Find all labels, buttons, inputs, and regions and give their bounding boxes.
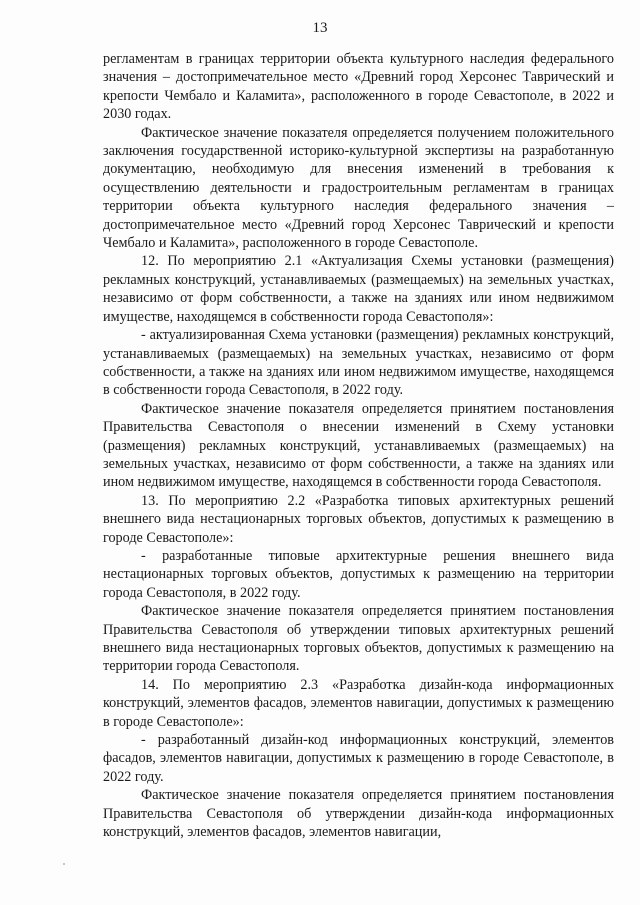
paragraph-item-12-indicator: Фактическое значение показателя определяется принятием постановления Правительства Севастополя о внесении изменений в Схему установки (размещения) рекламных конструкций, устанавливаемых (размещаемых) на земельных участках, независимо от форм собственности, а также на зданиях или ином недвижимом имуществе, находящемся в собственности города Севастополя. — [103, 400, 614, 491]
scan-mark — [63, 863, 65, 865]
paragraph-indicator-expertise: Фактическое значение показателя определяется получением положительного заключения государственной историко-культурной экспертизы на разработанную документацию, необходимую для внесения изменений в требования к осуществлению деятельности и градостроительным регламентам в границах территории объекта культурного наследия федерального значения – достопримечательное место «Древний город Херсонес Таврический и крепости Чембало и Каламита», расположенного в городе Севастополе. — [103, 124, 614, 252]
paragraph-item-14-indicator: Фактическое значение показателя определяется принятием постановления Правительства Севастополя об утверждении дизайн-кода информационных конструкций, элементов фасадов, элементов навигации, — [103, 787, 614, 841]
page-number: 13 — [312, 20, 328, 36]
paragraph-item-12: 12. По мероприятию 2.1 «Актуализация Схемы установки (размещения) рекламных конструкций, устанавливаемых (размещаемых) на земельных участках, независимо от форм собственности, а также на зданиях или ином недвижимом имуществе, находящемся в собственности города Севастополя»: — [103, 253, 614, 325]
document-body — [103, 50, 614, 841]
paragraph-item-13: 13. По мероприятию 2.2 «Разработка типовых архитектурных решений внешнего вида нестационарных торговых объектов, допустимых к размещению в городе Севастополе»: — [103, 492, 614, 546]
paragraph-continuation: регламентам в границах территории объекта культурного наследия федерального значения – достопримечательное место «Древний город Херсонес Таврический и крепости Чембало и Каламита», расположенного в городе Севастополе, в 2022 и 2030 годах. — [103, 51, 614, 123]
paragraph-item-13-result: - разработанные типовые архитектурные решения внешнего вида нестационарных торговых объектов, допустимых к размещению на территории города Севастополя, в 2022 году. — [103, 547, 614, 601]
paragraph-item-14: 14. По мероприятию 2.3 «Разработка дизайн-кода информационных конструкций, элементов фасадов, элементов навигации, допустимых к размещению в городе Севастополе»: — [103, 676, 614, 730]
paragraph-item-13-indicator: Фактическое значение показателя определяется принятием постановления Правительства Севастополя об утверждении типовых архитектурных решений внешнего вида нестационарных торговых объектов, допустимых к размещению на территории города Севастополя. — [103, 603, 614, 675]
paragraph-item-14-result: - разработанный дизайн-код информационных конструкций, элементов фасадов, элементов навигации, допустимых к размещению в городе Севастополе, в 2022 году. — [103, 732, 614, 785]
paragraph-item-12-result: - актуализированная Схема установки (размещения) рекламных конструкций, устанавливаемых (размещаемых) на земельных участках, независимо от форм собственности, а также на зданиях или ином недвижимом имуществе, находящемся в собственности города Севастополя, в 2022 году. — [103, 327, 614, 399]
